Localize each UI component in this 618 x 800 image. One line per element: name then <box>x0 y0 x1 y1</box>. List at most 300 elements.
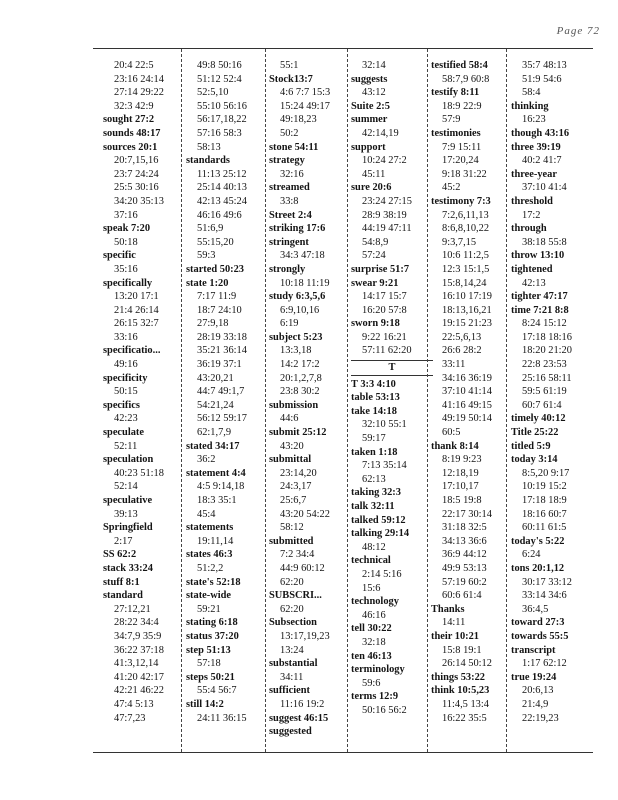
page-reference: 7:17 11:9 <box>197 291 237 303</box>
page-reference: 59:17 <box>362 433 386 445</box>
index-entry <box>186 644 268 671</box>
index-term: table 53:13 <box>351 392 400 404</box>
index-entry <box>511 453 593 535</box>
index-term: tightened <box>511 263 553 275</box>
page-reference: 28:22 34:4 <box>114 617 159 629</box>
index-entry <box>431 440 513 603</box>
index-term: summer <box>351 114 388 126</box>
index-term: today's 5:22 <box>511 535 565 547</box>
index-entry <box>269 73 351 141</box>
page-reference: 26:6 28:2 <box>442 345 482 357</box>
page-reference: 59:6 <box>362 677 381 689</box>
page-reference: 19:15 21:23 <box>442 318 492 330</box>
index-entry <box>269 725 351 739</box>
index-term: sufficient <box>269 685 310 697</box>
page-reference: 58:4 <box>522 87 541 99</box>
page-label: Page 72 <box>556 25 600 37</box>
index-column-3 <box>269 59 351 739</box>
page-reference: 20:6,13 <box>522 685 554 697</box>
page-reference: 12:18,19 <box>442 467 479 479</box>
index-entry <box>511 535 593 562</box>
page-reference: 57:16 58:3 <box>197 127 242 139</box>
page-reference: 22:8 23:53 <box>522 359 567 371</box>
page-reference: 10:19 15:2 <box>522 481 567 493</box>
index-term: Stock13:7 <box>269 73 313 85</box>
page-reference: 8:5,20 9:17 <box>522 467 570 479</box>
index-term: time 7:21 8:8 <box>511 304 569 316</box>
index-entry <box>103 344 185 371</box>
index-term: submit 25:12 <box>269 427 327 439</box>
page-reference: 33:11 <box>442 359 466 371</box>
page-reference: 28:9 38:19 <box>362 209 407 221</box>
page-reference: 45:4 <box>197 508 216 520</box>
index-term: state 1:20 <box>186 277 229 289</box>
index-entry <box>351 263 433 277</box>
index-entry <box>186 616 268 630</box>
index-term: suggest 46:15 <box>269 712 329 724</box>
page-reference: 34:7,9 35:9 <box>114 630 162 642</box>
index-entry <box>511 440 593 454</box>
index-entry <box>351 100 433 114</box>
index-term: suggests <box>351 73 388 85</box>
index-entry <box>103 494 185 521</box>
index-term: true 19:24 <box>511 671 557 683</box>
page-reference: 44:19 47:11 <box>362 223 412 235</box>
page-reference: 57:24 <box>362 250 386 262</box>
page-reference: 17:2 <box>522 209 541 221</box>
page-reference: 49:16 <box>114 359 138 371</box>
index-term: think 10:5,23 <box>431 685 490 697</box>
index-entry <box>351 113 433 140</box>
page-reference: 6:19 <box>280 318 299 330</box>
page-reference: 43:12 <box>362 87 386 99</box>
page-reference: 23:7 24:24 <box>114 168 159 180</box>
page-reference: 22:19,23 <box>522 712 559 724</box>
index-entry <box>351 181 433 263</box>
index-entry <box>431 86 513 127</box>
index-term: sure 20:6 <box>351 182 392 194</box>
index-entry <box>511 562 593 616</box>
index-entry <box>511 304 593 413</box>
index-entry <box>351 527 433 554</box>
index-entry <box>431 630 513 671</box>
index-term: specificatio... <box>103 345 161 357</box>
index-term: stone 54:11 <box>269 141 319 153</box>
index-entry <box>351 317 433 358</box>
index-term: submitted <box>269 535 314 547</box>
column-divider <box>347 49 348 752</box>
index-term: strategy <box>269 155 305 167</box>
section-letter: T <box>351 360 433 376</box>
page-reference: 39:13 <box>114 508 138 520</box>
index-term: suggested <box>269 726 312 738</box>
page-reference: 52:14 <box>114 481 138 493</box>
page-reference: 36:19 37:1 <box>197 359 242 371</box>
index-entry <box>103 127 185 141</box>
page-reference: 59:3 <box>197 250 216 262</box>
page-reference: 11:4,5 13:4 <box>442 698 489 710</box>
index-term: substantial <box>269 658 318 670</box>
page-reference: 44:6 <box>280 413 299 425</box>
index-term: their 10:21 <box>431 630 480 642</box>
page-reference: 14:11 <box>442 617 466 629</box>
page-reference: 27:9,18 <box>197 318 229 330</box>
page-reference: 13:3,18 <box>280 345 312 357</box>
index-entry <box>103 453 185 494</box>
index-entry <box>511 671 593 725</box>
page-reference: 55:15,20 <box>197 236 234 248</box>
page-reference: 59:21 <box>197 603 221 615</box>
page-reference: 23:14,20 <box>280 467 317 479</box>
page-reference: 43:20 <box>280 440 304 452</box>
index-term: ten 46:13 <box>351 650 392 662</box>
page-reference: 25:14 40:13 <box>197 182 247 194</box>
page-reference: 7:13 35:14 <box>362 460 407 472</box>
page-reference: 24:11 36:15 <box>197 712 247 724</box>
index-entry <box>351 500 433 514</box>
index-term: taking 32:3 <box>351 487 401 499</box>
page-reference: 36:22 37:18 <box>114 644 164 656</box>
page-reference: 58:12 <box>280 522 304 534</box>
index-term: talking 29:14 <box>351 528 410 540</box>
page-reference: 50:15 <box>114 386 138 398</box>
page-reference: 9:18 31:22 <box>442 168 487 180</box>
page-reference: 62:1,7,9 <box>197 427 232 439</box>
page-reference: 35:16 <box>114 263 138 275</box>
page-reference: 51:9 54:6 <box>522 73 562 85</box>
page-reference: 58:7,9 60:8 <box>442 73 490 85</box>
index-term: testify 8:11 <box>431 87 480 99</box>
index-term: though 43:16 <box>511 127 570 139</box>
page-reference: 56:17,18,22 <box>197 114 247 126</box>
index-column-6 <box>511 59 593 725</box>
page-reference: 8:24 15:12 <box>522 318 567 330</box>
index-entry <box>103 589 185 725</box>
page-reference: 27:14 29:22 <box>114 87 164 99</box>
index-term: submittal <box>269 454 312 466</box>
index-entry <box>186 548 268 575</box>
index-term: status 37:20 <box>186 630 239 642</box>
page-reference: 20:7,15,16 <box>114 155 159 167</box>
index-entry <box>103 249 185 276</box>
index-term: specificity <box>103 372 148 384</box>
page-reference: 55:10 56:16 <box>197 100 247 112</box>
page-reference: 11:13 25:12 <box>197 168 247 180</box>
index-entry <box>103 576 185 590</box>
page-reference: 12:3 15:1,5 <box>442 263 490 275</box>
index-entry <box>351 663 433 690</box>
page-reference: 32:10 55:1 <box>362 419 407 431</box>
index-term: Springfield <box>103 522 153 534</box>
page-reference: 37:10 41:14 <box>442 386 492 398</box>
index-entry <box>431 684 513 725</box>
index-entry <box>269 209 351 223</box>
page-reference: 37:10 41:4 <box>522 182 567 194</box>
index-term: tons 20:1,12 <box>511 562 565 574</box>
index-entry <box>186 698 268 725</box>
page-reference: 10:24 27:2 <box>362 155 407 167</box>
page-reference: 32:18 <box>362 636 386 648</box>
index-entry <box>269 222 351 236</box>
page-reference: 54:21,24 <box>197 399 234 411</box>
index-term: still 14:2 <box>186 698 224 710</box>
page-reference: 58:13 <box>197 141 221 153</box>
page-reference: 36:2 <box>197 454 216 466</box>
page-reference: 42:21 46:22 <box>114 685 164 697</box>
index-term: swear 9:21 <box>351 277 399 289</box>
index-term: toward 27:3 <box>511 617 565 629</box>
index-entry <box>351 141 433 182</box>
page-reference: 55:4 56:7 <box>197 685 237 697</box>
page-reference: 11:16 19:2 <box>280 698 325 710</box>
page-reference: 52:11 <box>114 440 138 452</box>
page-reference: 42:23 <box>114 413 138 425</box>
index-entry <box>511 168 593 195</box>
page-reference: 22:5,6,13 <box>442 331 482 343</box>
index-term: statement 4:4 <box>186 467 246 479</box>
index-term: terminology <box>351 664 405 676</box>
page-reference: 8:6,8,10,22 <box>442 223 490 235</box>
index-entry <box>511 290 593 304</box>
page-reference: 57:18 <box>197 658 221 670</box>
page-reference: 9:3,7,15 <box>442 236 477 248</box>
index-term: step 51:13 <box>186 644 231 656</box>
index-entry <box>269 141 351 155</box>
page-reference: 16:22 35:5 <box>442 712 487 724</box>
page-reference: 10:18 11:19 <box>280 277 330 289</box>
page-reference: 51:12 52:4 <box>197 73 242 85</box>
page-reference: 60:11 61:5 <box>522 522 567 534</box>
page-reference: 4:5 9:14,18 <box>197 481 245 493</box>
index-entry <box>269 154 351 181</box>
page-reference: 18:16 60:7 <box>522 508 567 520</box>
index-term: stuff 8:1 <box>103 576 140 588</box>
page-reference: 51:2,2 <box>197 562 224 574</box>
page-reference: 54:8,9 <box>362 236 389 248</box>
index-term: support <box>351 141 386 153</box>
index-entry <box>269 263 351 290</box>
index-term: states 46:3 <box>186 549 233 561</box>
index-column-2 <box>186 59 268 725</box>
page-reference: 16:20 57:8 <box>362 304 407 316</box>
page-reference: 23:16 24:14 <box>114 73 164 85</box>
index-entry <box>431 59 513 86</box>
index-term: talk 32:11 <box>351 501 395 512</box>
page-reference: 34:16 36:19 <box>442 372 492 384</box>
page-reference: 52:5,10 <box>197 87 229 99</box>
index-entry <box>269 657 351 684</box>
page-reference: 17:10,17 <box>442 481 479 493</box>
page-reference: 44:9 60:12 <box>280 562 325 574</box>
index-term: SS 62:2 <box>103 549 137 561</box>
index-entry <box>103 548 185 562</box>
index-entry <box>351 59 433 73</box>
page-reference: 38:18 55:8 <box>522 236 567 248</box>
index-term: speculative <box>103 495 153 506</box>
page-reference: 43:20,21 <box>197 372 234 384</box>
index-term: testified 58:4 <box>431 60 488 71</box>
page-reference: 56:12 59:17 <box>197 413 247 425</box>
index-term: started 50:23 <box>186 263 245 275</box>
index-term: Suite 2:5 <box>351 100 390 112</box>
page-reference: 31:18 32:5 <box>442 522 487 534</box>
index-term: statements <box>186 522 234 534</box>
index-entry <box>351 650 433 664</box>
page-reference: 6:9,10,16 <box>280 304 320 316</box>
index-entry <box>511 616 593 630</box>
index-term: sworn 9:18 <box>351 318 400 330</box>
page-reference: 41:3,12,14 <box>114 658 159 670</box>
page-reference: 40:2 41:7 <box>522 155 562 167</box>
index-term: sought 27:2 <box>103 114 155 126</box>
page-reference: 32:3 42:9 <box>114 100 154 112</box>
index-entry <box>103 372 185 399</box>
index-entry <box>186 263 268 277</box>
index-term: thank 8:14 <box>431 440 479 452</box>
page-reference: 48:12 <box>362 541 386 553</box>
page-reference: 47:4 5:13 <box>114 698 154 710</box>
page-reference: 50:2 <box>280 127 299 139</box>
page-reference: 42:13 <box>522 277 546 289</box>
index-term: state-wide <box>186 590 232 602</box>
index-entry <box>351 514 433 528</box>
index-entry <box>186 467 268 521</box>
index-entry <box>269 589 351 616</box>
page-reference: 57:11 62:20 <box>362 345 412 357</box>
index-term: throw 13:10 <box>511 250 565 262</box>
index-term: things 53:22 <box>431 671 485 683</box>
index-entry <box>511 195 593 222</box>
page-reference: 50:18 <box>114 236 138 248</box>
index-term: study 6:3,5,6 <box>269 291 326 303</box>
index-entry <box>351 73 433 100</box>
page-reference: 2:14 5:16 <box>362 568 402 580</box>
page-reference: 34:11 <box>280 671 304 683</box>
index-term: speculation <box>103 454 154 466</box>
page-reference: 21:4 26:14 <box>114 304 159 316</box>
index-term: take 14:18 <box>351 405 397 417</box>
page-reference: 42:14,19 <box>362 127 399 139</box>
index-entry <box>511 141 593 168</box>
index-term: submission <box>269 399 319 411</box>
page-reference: 16:10 17:19 <box>442 291 492 303</box>
index-entry <box>431 195 513 440</box>
page-reference: 14:17 15:7 <box>362 291 407 303</box>
page-reference: 20:4 22:5 <box>114 60 154 71</box>
index-term: stack 33:24 <box>103 562 153 574</box>
page-reference: 34:20 35:13 <box>114 195 164 207</box>
page-reference: 34:13 36:6 <box>442 535 487 547</box>
index-entry <box>269 616 351 657</box>
index-entry <box>103 113 185 127</box>
index-entry <box>103 521 185 548</box>
index-entry <box>351 446 433 487</box>
index-entry <box>431 671 513 685</box>
page-reference: 25:16 58:11 <box>522 372 572 384</box>
page-reference: 62:20 <box>280 603 304 615</box>
index-term: tighter 47:17 <box>511 291 568 303</box>
index-term: titled 5:9 <box>511 440 551 452</box>
index-entry <box>351 554 433 595</box>
index-entry <box>269 181 351 208</box>
page-reference: 32:16 <box>280 168 304 180</box>
index-entry <box>103 426 185 453</box>
index-entry <box>511 222 593 249</box>
index-entry <box>103 222 185 249</box>
index-term: tell 30:22 <box>351 623 392 635</box>
page-reference: 50:16 56:2 <box>362 704 407 716</box>
page-reference: 26:15 32:7 <box>114 318 159 330</box>
index-entry <box>269 712 351 726</box>
index-entry <box>186 154 268 263</box>
page-reference: 42:13 45:24 <box>197 195 247 207</box>
page-reference: 25:5 30:16 <box>114 182 159 194</box>
index-term: towards 55:5 <box>511 630 569 642</box>
index-term: threshold <box>511 195 553 207</box>
index-entry <box>186 671 268 698</box>
page-reference: 7:9 15:11 <box>442 141 482 153</box>
index-entry <box>269 59 351 73</box>
index-entry <box>269 331 351 399</box>
page-reference: 28:19 33:18 <box>197 331 247 343</box>
page-reference: 62:13 <box>362 473 386 485</box>
index-term: specifics <box>103 399 140 411</box>
index-term: sources 20:1 <box>103 141 158 153</box>
index-entry <box>351 690 433 717</box>
index-term: through <box>511 223 547 235</box>
page-reference: 49:8 50:16 <box>197 60 242 71</box>
index-term: Title 25:22 <box>511 427 559 439</box>
index-entry <box>511 644 593 671</box>
page-reference: 33:8 <box>280 195 299 207</box>
index-entry <box>186 440 268 467</box>
index-frame <box>93 48 593 753</box>
page-reference: 22:17 30:14 <box>442 508 492 520</box>
page-reference: 7:2 34:4 <box>280 549 315 561</box>
index-entry <box>351 622 433 649</box>
page-reference: 41:16 49:15 <box>442 399 492 411</box>
index-entry <box>511 249 593 263</box>
index-entry <box>511 59 593 100</box>
column-divider <box>181 49 182 752</box>
page-reference: 23:24 27:15 <box>362 195 412 207</box>
index-term: subject 5:23 <box>269 331 323 343</box>
page-reference: 17:18 18:16 <box>522 331 572 343</box>
index-column-1 <box>103 59 185 725</box>
page-reference: 8:19 9:23 <box>442 454 482 466</box>
index-term: strongly <box>269 263 306 275</box>
index-term: three 39:19 <box>511 141 561 153</box>
page-reference: 43:20 54:22 <box>280 508 330 520</box>
index-entry <box>269 535 351 589</box>
page-reference: 26:14 50:12 <box>442 658 492 670</box>
index-entry <box>511 426 593 440</box>
page-reference: 57:9 <box>442 114 461 126</box>
index-entry <box>269 236 351 263</box>
page-reference: 49:9 53:13 <box>442 562 487 574</box>
index-term: T 3:3 4:10 <box>351 378 396 390</box>
page-reference: 18:20 21:20 <box>522 345 572 357</box>
page-reference: 60:6 61:4 <box>442 590 482 602</box>
page-reference: 46:16 49:6 <box>197 209 242 221</box>
index-entry <box>186 630 268 644</box>
index-entry <box>511 630 593 644</box>
index-term: speak 7:20 <box>103 223 151 235</box>
index-entry <box>431 603 513 630</box>
page-reference: 13:17,19,23 <box>280 630 330 642</box>
page-reference: 13:20 17:1 <box>114 291 159 303</box>
index-term: technology <box>351 596 399 608</box>
